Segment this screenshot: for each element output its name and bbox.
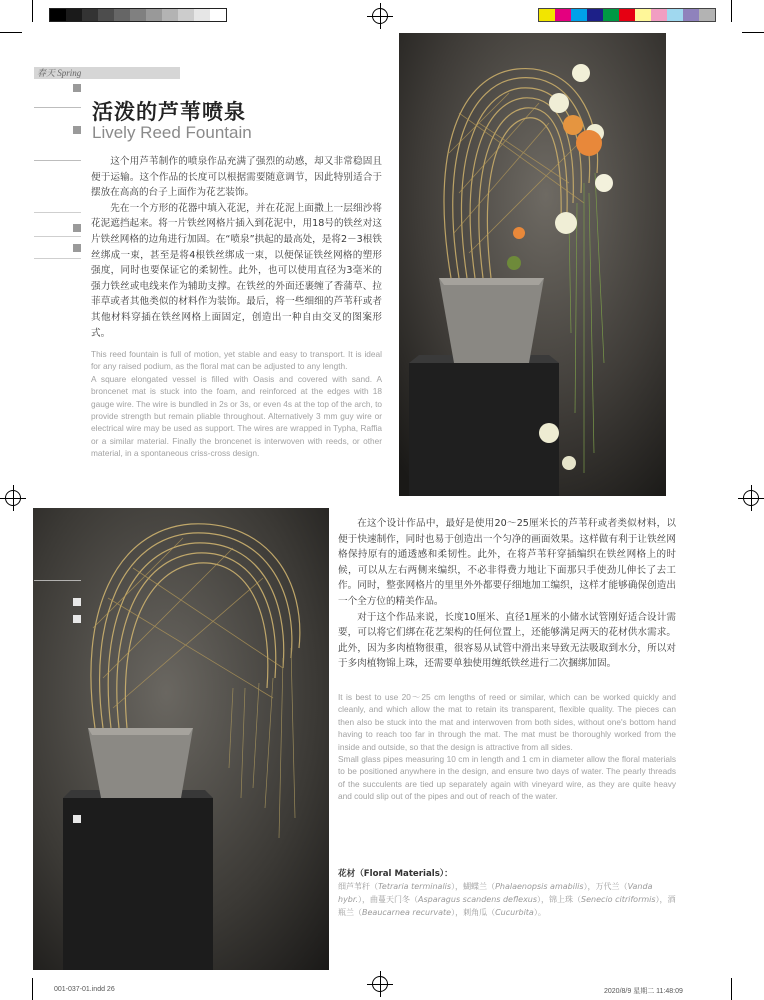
material-name: 酒瓶兰（ — [338, 895, 676, 917]
material-name: 曲蔓天门冬（ — [369, 895, 418, 904]
grayscale-swatch — [82, 9, 98, 21]
body-chinese — [338, 516, 676, 672]
decor-square — [73, 84, 81, 92]
body-english-paragraph: Small glass pipes measuring 10 cm in length and 1 cm in diameter allow the floral materials to be positioned anywhere in the design, and ensure two days of water. The pearly threads of the succulents are tied up separately again with vineyard wire, as they are quite heavy and could slip out of the pipes and out of reach of the water. — [338, 754, 676, 802]
crop-mark — [731, 978, 732, 1000]
photo-reed-fountain-detail — [33, 508, 329, 970]
material-item — [463, 908, 546, 917]
grayscale-swatch — [98, 9, 114, 21]
grayscale-swatch — [50, 9, 66, 21]
grayscale-swatch — [194, 9, 210, 21]
margin-rule — [34, 212, 81, 213]
decor-square — [73, 598, 81, 606]
material-separator: ）， — [451, 882, 464, 891]
intro-english-paragraph: This reed fountain is full of motion, yet stable and easy to transport. It is ideal for any raised podium, as the floral mat can be adjusted to any length. — [91, 349, 382, 372]
crop-mark — [731, 0, 732, 22]
section-tag: 春天 Spring — [34, 67, 180, 79]
color-swatch — [603, 9, 619, 21]
photo-reed-fountain-with-orchids — [399, 33, 666, 496]
margin-rule — [34, 580, 81, 581]
color-swatch — [667, 9, 683, 21]
crop-mark — [32, 0, 33, 22]
decor-square — [73, 126, 81, 134]
material-latin-name: Phalaenopsis amabilis — [495, 882, 584, 891]
margin-rule — [34, 236, 81, 237]
color-swatch — [539, 9, 555, 21]
registration-mark-bottom — [367, 971, 393, 997]
grayscale-swatch — [130, 9, 146, 21]
title-english: Lively Reed Fountain — [92, 123, 252, 142]
decor-square — [73, 224, 81, 232]
material-separator: ）， — [537, 895, 550, 904]
material-item — [370, 895, 549, 904]
crop-mark — [742, 32, 764, 33]
material-separator: ）， — [357, 895, 370, 904]
material-name: 万代兰（ — [595, 882, 628, 891]
decor-line — [34, 107, 81, 108]
registration-mark-left — [0, 485, 26, 511]
decor-square — [73, 244, 81, 252]
material-item — [463, 882, 596, 891]
materials-list — [338, 880, 676, 919]
color-swatch — [651, 9, 667, 21]
color-swatch — [635, 9, 651, 21]
crop-mark — [0, 32, 22, 33]
margin-rule — [34, 258, 81, 259]
material-latin-name: Senecio citriformis — [581, 895, 656, 904]
material-latin-name: Vanda hybr. — [338, 882, 653, 904]
material-latin-name: Cucurbita — [495, 908, 534, 917]
footer-file-info: 001-037-01.indd 26 — [54, 986, 115, 993]
color-swatch — [699, 9, 715, 21]
color-swatch — [619, 9, 635, 21]
body-chinese-paragraph: 对于这个作品来说，长度10厘米、直径1厘米的小储水试管刚好适合设计需要，可以将它们绑在花艺架构的任何位置上，还能够满足两天的花材供水需求。此外，因为多肉植物很重，很容易从试管中滑出来导致无法吸取到水分，所以对于多肉植物锦上珠，还需要单独使用缠纸铁丝进行二次捆绑加固。 — [338, 611, 676, 670]
material-separator: ）。 — [533, 908, 546, 917]
intro-english-paragraph: A square elongated vessel is filled with Oasis and covered with sand. A broncenet mat is stuck into the foam, and reinforced at the edges with 18 gauge wire. The wire is bundled in 2s or 3s, or even 4s at the top of the arch, to provide strength but remain pliable throughout. Alternatively 3 mm guy wire or electrical wire may be used as support. The wires are wrapped in Typha, Raffia or a similar material. Finally the broncenet is interwoven with reeds, or other material, in a spontaneous criss-cross design. — [91, 373, 382, 459]
material-name: 刺角瓜（ — [463, 908, 496, 917]
grayscale-swatch — [66, 9, 82, 21]
crop-mark — [32, 978, 33, 1000]
body-english — [338, 691, 676, 803]
registration-mark-right — [738, 485, 764, 511]
material-separator: ）， — [583, 882, 596, 891]
title-chinese: 活泼的芦苇喷泉 — [92, 100, 246, 124]
material-item — [549, 895, 668, 904]
decor-square — [73, 615, 81, 623]
intro-chinese — [91, 154, 382, 341]
grayscale-swatch — [146, 9, 162, 21]
material-item — [338, 882, 463, 891]
material-name: 蝴蝶兰（ — [463, 882, 496, 891]
decor-square — [73, 815, 81, 823]
grayscale-swatch — [178, 9, 194, 21]
color-swatch — [587, 9, 603, 21]
material-latin-name: Asparagus scandens deflexus — [417, 895, 538, 904]
grayscale-swatch — [162, 9, 178, 21]
material-latin-name: Beaucarnea recurvate — [362, 908, 452, 917]
grayscale-swatch — [114, 9, 130, 21]
material-separator: ）， — [655, 895, 668, 904]
decor-line — [34, 160, 81, 161]
body-english-paragraph: It is best to use 20～25 cm lengths of reed or similar, which can be worked quickly and cleanly, and which allow the mat to retain its transparent, flexible quality. The pieces can then also be stuck into the mat and interwoven from both sides, without one's bottom hand having to reach too far in through the mat. The mat must be thoroughly worked from the inside and outside, so that the design is attractive from all sides. — [338, 692, 676, 752]
material-name: 细芦苇秆（ — [338, 882, 378, 891]
color-swatch — [555, 9, 571, 21]
color-swatch — [571, 9, 587, 21]
material-latin-name: Tetraria terminalis — [378, 882, 452, 891]
intro-chinese-paragraph: 先在一个方形的花器中填入花泥，并在花泥上面撒上一层细沙将花泥遮挡起来。将一片铁丝网格片插入到花泥中，用18号的铁丝对这片铁丝网格的边角进行加固。在“喷泉”拱起的最高处，是将2－3根铁丝绑成一束，甚至是将4根铁丝绑成一束，以便保证铁丝网格的塑形强度，同时也要保证它的柔韧性。此外，也可以使用直径为3毫米的强力铁丝或电线来作为辅助支撑。在铁丝的外面还裹缠了香蒲草、拉菲草或者其他类似的材料作为装饰。最后，将一些细细的芦苇秆或者其他材料穿插在铁丝网格上面固定，创造出一种自由交叉的图案形式。 — [91, 202, 382, 339]
grayscale-bar — [49, 8, 227, 22]
color-calibration-bar — [538, 8, 716, 22]
materials-title: 花材（Floral Materials）： — [338, 869, 453, 879]
color-swatch — [683, 9, 699, 21]
footer-timestamp: 2020/8/9 星期二 11:48:09 — [604, 988, 683, 995]
material-name: 锦上珠（ — [549, 895, 582, 904]
registration-mark-top — [367, 3, 393, 29]
intro-chinese-paragraph: 这个用芦苇制作的喷泉作品充满了强烈的动感，却又非常稳固且便于运输。这个作品的长度可以根据需要随意调节，因此特别适合于摆放在高高的台子上面作为花艺装饰。 — [91, 156, 382, 199]
material-separator: ）， — [451, 908, 464, 917]
body-chinese-paragraph: 在这个设计作品中，最好是使用20～25厘米长的芦苇秆或者类似材料，以便于快速制作，同时也易于创造出一个匀净的画面效果。这样做有利于让铁丝网格保持原有的通透感和柔韧性。此外，在将芦苇秆穿插编织在铁丝网格上的时候，可以从左右两侧来编织，不必非得费力地让下面那只手使劲儿伸长了去工作。同时，整张网格片的里里外外都要仔细地加工编织，这样才能够确保创造出一个全方位的精美作品。 — [338, 518, 676, 607]
intro-english — [91, 348, 382, 460]
grayscale-swatch — [210, 9, 226, 21]
